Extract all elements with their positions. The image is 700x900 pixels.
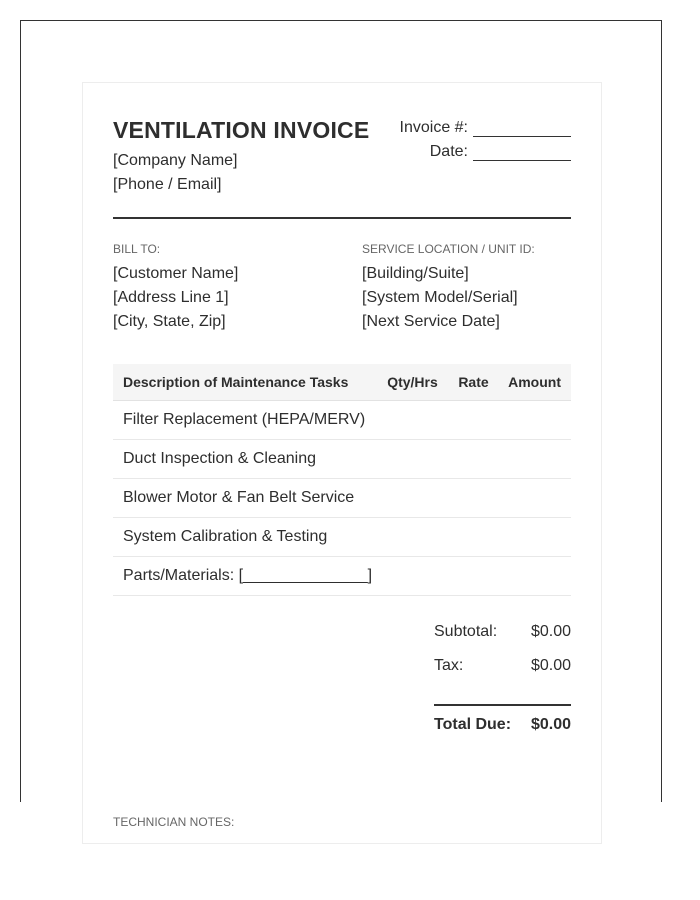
column-header-amount: Amount — [499, 364, 571, 401]
bill-to-line: [Address Line 1] — [113, 289, 229, 306]
invoice-number-row — [400, 115, 571, 137]
column-header-description: Description of Maintenance Tasks — [113, 364, 377, 401]
task-description: Blower Motor & Fan Belt Service — [113, 479, 377, 518]
total-due-label: Total Due: — [434, 716, 512, 733]
table-row — [113, 557, 571, 596]
table-row — [113, 440, 571, 479]
service-location-line: [Next Service Date] — [362, 313, 500, 330]
task-rate-cell[interactable] — [448, 440, 499, 479]
table-row — [113, 479, 571, 518]
totals-divider — [434, 704, 571, 706]
task-rate-cell[interactable] — [448, 557, 499, 596]
task-qty-cell[interactable] — [377, 401, 448, 440]
task-rate-cell[interactable] — [448, 401, 499, 440]
tasks-table — [113, 364, 571, 596]
invoice-number-label: Invoice #: — [399, 119, 468, 136]
total-due-value: $0.00 — [530, 716, 571, 733]
subtotal-value: $0.00 — [530, 623, 571, 640]
task-qty-cell[interactable] — [377, 479, 448, 518]
task-description: Duct Inspection & Cleaning — [113, 440, 377, 479]
tax-label: Tax: — [434, 657, 464, 674]
task-amount-cell[interactable] — [499, 518, 571, 557]
task-qty-cell[interactable] — [377, 440, 448, 479]
task-description: Filter Replacement (HEPA/MERV) — [113, 401, 377, 440]
service-location-label: SERVICE LOCATION / UNIT ID: — [362, 242, 535, 256]
task-amount-cell[interactable] — [499, 440, 571, 479]
column-header-rate: Rate — [448, 364, 499, 401]
task-amount-cell[interactable] — [499, 557, 571, 596]
date-label: Date: — [429, 143, 468, 160]
task-amount-cell[interactable] — [499, 401, 571, 440]
bill-to-line: [Customer Name] — [113, 265, 239, 282]
document-viewport — [20, 20, 662, 829]
service-location-line: [System Model/Serial] — [362, 289, 518, 306]
table-row — [113, 518, 571, 557]
task-qty-cell[interactable] — [377, 518, 448, 557]
invoice-title: VENTILATION INVOICE — [113, 117, 370, 143]
header-divider — [113, 217, 571, 219]
task-amount-cell[interactable] — [499, 479, 571, 518]
task-description: Parts/Materials: [______________] — [113, 557, 377, 596]
task-description: System Calibration & Testing — [113, 518, 377, 557]
date-row — [430, 139, 571, 161]
date-field[interactable] — [473, 144, 571, 161]
task-rate-cell[interactable] — [448, 518, 499, 557]
column-header-qty: Qty/Hrs — [377, 364, 448, 401]
task-qty-cell[interactable] — [377, 557, 448, 596]
task-rate-cell[interactable] — [448, 479, 499, 518]
company-name: [Company Name] — [113, 152, 238, 169]
tax-value: $0.00 — [530, 657, 571, 674]
invoice-number-field[interactable] — [473, 120, 571, 137]
technician-notes-label: TECHNICIAN NOTES: — [113, 815, 235, 829]
bill-to-line: [City, State, Zip] — [113, 313, 226, 330]
table-row — [113, 401, 571, 440]
invoice-page — [82, 82, 602, 844]
company-contact: [Phone / Email] — [113, 176, 222, 193]
bill-to-label: BILL TO: — [113, 242, 161, 256]
table-header-row — [113, 364, 571, 401]
subtotal-label: Subtotal: — [434, 623, 498, 640]
service-location-line: [Building/Suite] — [362, 265, 469, 282]
